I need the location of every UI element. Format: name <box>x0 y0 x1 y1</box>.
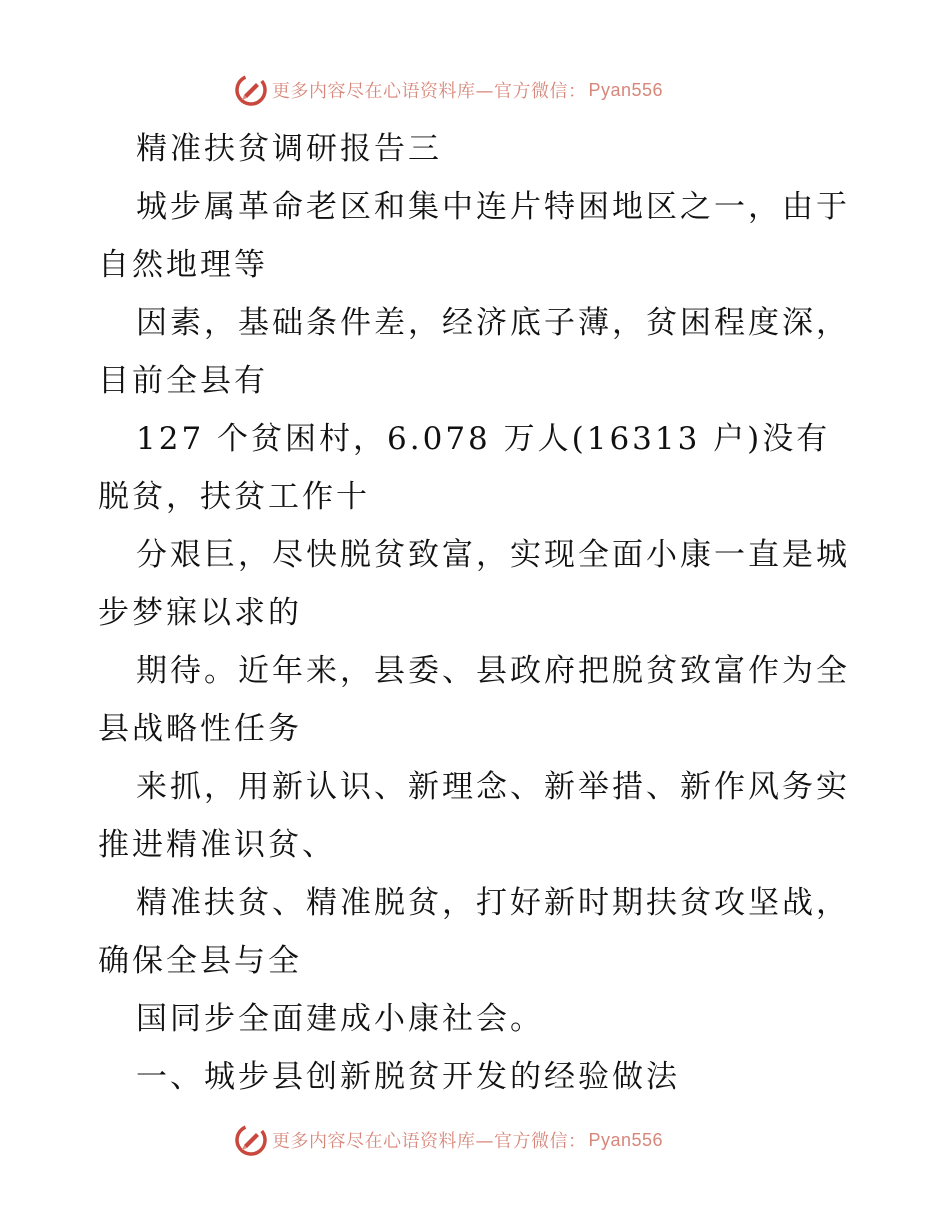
logo-icon <box>234 1123 268 1157</box>
watermark-footer <box>234 1123 663 1157</box>
watermark-wechat-id: Pyan556 <box>588 1129 664 1150</box>
paragraph: 因素，基础条件差，经济底子薄，贫困程度深，目前全县有 <box>98 305 850 399</box>
logo-icon <box>234 73 268 107</box>
paragraph: 国同步全面建成小康社会。 <box>136 1001 544 1037</box>
paragraph: 精准扶贫、精准脱贫，打好新时期扶贫攻坚战，确保全县与全 <box>98 885 850 979</box>
paragraph: 分艰巨，尽快脱贫致富，实现全面小康一直是城步梦寐以求的 <box>98 537 850 631</box>
watermark-wechat-id: Pyan556 <box>588 79 664 100</box>
watermark-text: 更多内容尽在心语资料库—官方微信： <box>272 1131 587 1152</box>
paragraph: 来抓，用新认识、新理念、新举措、新作风务实推进精准识贫、 <box>98 769 850 863</box>
paragraph: 127 个贫困村，6.078 万人(16313 户)没有脱贫，扶贫工作十 <box>98 421 831 515</box>
paragraph: 期待。近年来，县委、县政府把脱贫致富作为全县战略性任务 <box>98 653 850 747</box>
document-title: 精准扶贫调研报告三 <box>136 131 442 167</box>
section-heading: 一、城步县创新脱贫开发的经验做法 <box>136 1059 680 1095</box>
watermark-header <box>234 73 663 107</box>
paragraph: 城步属革命老区和集中连片特困地区之一，由于自然地理等 <box>98 189 850 283</box>
watermark-text: 更多内容尽在心语资料库—官方微信： <box>272 81 587 102</box>
document-body <box>98 120 854 1106</box>
